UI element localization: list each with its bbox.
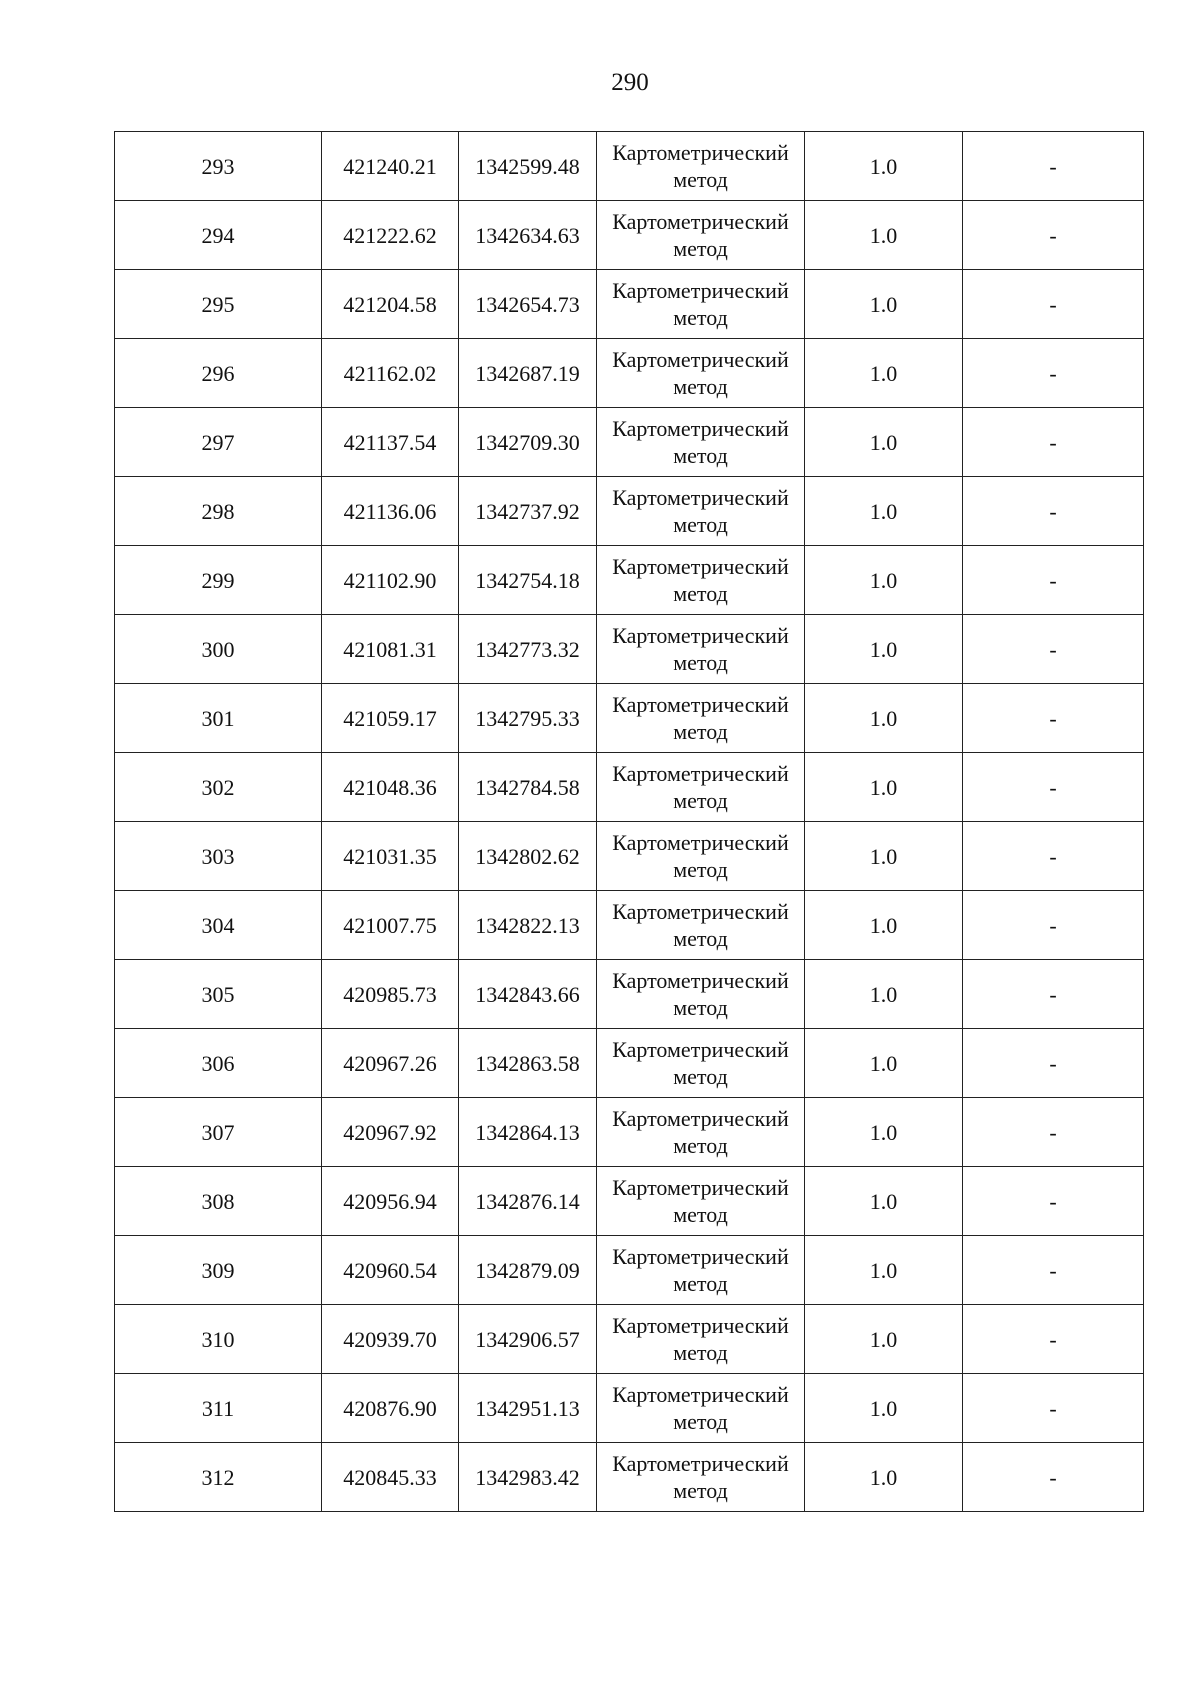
point-number-cell: 298 <box>115 477 322 546</box>
description-cell: - <box>963 822 1144 891</box>
description-cell: - <box>963 1236 1144 1305</box>
method-line-2: метод <box>673 719 728 744</box>
method-cell <box>597 684 805 753</box>
table-row <box>115 615 1144 684</box>
method-line-2: метод <box>673 1478 728 1503</box>
point-number-cell: 301 <box>115 684 322 753</box>
method-line-1: Картометрический <box>612 1382 789 1407</box>
method-cell <box>597 615 805 684</box>
table-row <box>115 1098 1144 1167</box>
table-row <box>115 408 1144 477</box>
method-cell <box>597 1029 805 1098</box>
accuracy-cell: 1.0 <box>805 1029 963 1098</box>
method-line-1: Картометрический <box>612 485 789 510</box>
method-cell <box>597 201 805 270</box>
method-line-2: метод <box>673 1133 728 1158</box>
point-number-cell: 296 <box>115 339 322 408</box>
point-number-cell: 312 <box>115 1443 322 1512</box>
x-coordinate-cell: 420939.70 <box>322 1305 459 1374</box>
description-cell: - <box>963 339 1144 408</box>
coordinates-table-body <box>115 132 1144 1512</box>
description-cell: - <box>963 201 1144 270</box>
method-line-1: Картометрический <box>612 968 789 993</box>
page-number: 290 <box>611 69 649 96</box>
y-coordinate-cell: 1342784.58 <box>459 753 597 822</box>
x-coordinate-cell: 420967.26 <box>322 1029 459 1098</box>
method-line-1: Картометрический <box>612 347 789 372</box>
accuracy-cell: 1.0 <box>805 270 963 339</box>
accuracy-cell: 1.0 <box>805 822 963 891</box>
point-number-cell: 294 <box>115 201 322 270</box>
accuracy-cell: 1.0 <box>805 546 963 615</box>
y-coordinate-cell: 1342863.58 <box>459 1029 597 1098</box>
method-cell <box>597 1236 805 1305</box>
method-line-2: метод <box>673 512 728 537</box>
y-coordinate-cell: 1342876.14 <box>459 1167 597 1236</box>
x-coordinate-cell: 420967.92 <box>322 1098 459 1167</box>
point-number-cell: 295 <box>115 270 322 339</box>
accuracy-cell: 1.0 <box>805 1305 963 1374</box>
y-coordinate-cell: 1342773.32 <box>459 615 597 684</box>
description-cell: - <box>963 1098 1144 1167</box>
method-cell <box>597 891 805 960</box>
point-number-cell: 309 <box>115 1236 322 1305</box>
method-line-2: метод <box>673 1271 728 1296</box>
accuracy-cell: 1.0 <box>805 684 963 753</box>
accuracy-cell: 1.0 <box>805 201 963 270</box>
method-cell <box>597 753 805 822</box>
table-row <box>115 132 1144 201</box>
method-cell <box>597 546 805 615</box>
table-row <box>115 753 1144 822</box>
method-cell <box>597 408 805 477</box>
y-coordinate-cell: 1342737.92 <box>459 477 597 546</box>
y-coordinate-cell: 1342906.57 <box>459 1305 597 1374</box>
method-line-2: метод <box>673 788 728 813</box>
accuracy-cell: 1.0 <box>805 408 963 477</box>
point-number-cell: 303 <box>115 822 322 891</box>
y-coordinate-cell: 1342795.33 <box>459 684 597 753</box>
y-coordinate-cell: 1342983.42 <box>459 1443 597 1512</box>
method-line-2: метод <box>673 167 728 192</box>
x-coordinate-cell: 420956.94 <box>322 1167 459 1236</box>
method-line-2: метод <box>673 857 728 882</box>
x-coordinate-cell: 421240.21 <box>322 132 459 201</box>
accuracy-cell: 1.0 <box>805 1374 963 1443</box>
method-line-2: метод <box>673 1340 728 1365</box>
table-row <box>115 1374 1144 1443</box>
description-cell: - <box>963 1167 1144 1236</box>
table-row <box>115 891 1144 960</box>
table-row <box>115 960 1144 1029</box>
method-line-1: Картометрический <box>612 416 789 441</box>
description-cell: - <box>963 1443 1144 1512</box>
accuracy-cell: 1.0 <box>805 1098 963 1167</box>
x-coordinate-cell: 420960.54 <box>322 1236 459 1305</box>
table-row <box>115 684 1144 753</box>
method-line-1: Картометрический <box>612 692 789 717</box>
table-row <box>115 1236 1144 1305</box>
table-row <box>115 1443 1144 1512</box>
accuracy-cell: 1.0 <box>805 753 963 822</box>
method-line-2: метод <box>673 443 728 468</box>
method-cell <box>597 339 805 408</box>
table-row <box>115 822 1144 891</box>
x-coordinate-cell: 421102.90 <box>322 546 459 615</box>
method-line-1: Картометрический <box>612 1244 789 1269</box>
y-coordinate-cell: 1342802.62 <box>459 822 597 891</box>
x-coordinate-cell: 421048.36 <box>322 753 459 822</box>
description-cell: - <box>963 615 1144 684</box>
method-line-2: метод <box>673 236 728 261</box>
point-number-cell: 304 <box>115 891 322 960</box>
method-line-2: метод <box>673 581 728 606</box>
accuracy-cell: 1.0 <box>805 615 963 684</box>
method-line-2: метод <box>673 995 728 1020</box>
x-coordinate-cell: 421162.02 <box>322 339 459 408</box>
point-number-cell: 297 <box>115 408 322 477</box>
point-number-cell: 306 <box>115 1029 322 1098</box>
method-line-1: Картометрический <box>612 899 789 924</box>
y-coordinate-cell: 1342709.30 <box>459 408 597 477</box>
table-row <box>115 270 1144 339</box>
accuracy-cell: 1.0 <box>805 1167 963 1236</box>
description-cell: - <box>963 684 1144 753</box>
method-cell <box>597 477 805 546</box>
method-cell <box>597 1305 805 1374</box>
point-number-cell: 308 <box>115 1167 322 1236</box>
accuracy-cell: 1.0 <box>805 1236 963 1305</box>
point-number-cell: 293 <box>115 132 322 201</box>
method-line-1: Картометрический <box>612 209 789 234</box>
x-coordinate-cell: 421204.58 <box>322 270 459 339</box>
accuracy-cell: 1.0 <box>805 339 963 408</box>
y-coordinate-cell: 1342864.13 <box>459 1098 597 1167</box>
table-row <box>115 201 1144 270</box>
table-row <box>115 339 1144 408</box>
x-coordinate-cell: 420876.90 <box>322 1374 459 1443</box>
description-cell: - <box>963 132 1144 201</box>
point-number-cell: 299 <box>115 546 322 615</box>
method-line-1: Картометрический <box>612 830 789 855</box>
method-cell <box>597 822 805 891</box>
method-cell <box>597 1443 805 1512</box>
method-cell <box>597 270 805 339</box>
point-number-cell: 302 <box>115 753 322 822</box>
method-line-1: Картометрический <box>612 278 789 303</box>
x-coordinate-cell: 421081.31 <box>322 615 459 684</box>
method-cell <box>597 1167 805 1236</box>
point-number-cell: 311 <box>115 1374 322 1443</box>
description-cell: - <box>963 477 1144 546</box>
method-line-2: метод <box>673 926 728 951</box>
table-row <box>115 1305 1144 1374</box>
method-line-1: Картометрический <box>612 1175 789 1200</box>
y-coordinate-cell: 1342822.13 <box>459 891 597 960</box>
accuracy-cell: 1.0 <box>805 132 963 201</box>
description-cell: - <box>963 408 1144 477</box>
method-line-1: Картометрический <box>612 1451 789 1476</box>
x-coordinate-cell: 421007.75 <box>322 891 459 960</box>
method-line-1: Картометрический <box>612 1106 789 1131</box>
x-coordinate-cell: 421031.35 <box>322 822 459 891</box>
method-line-1: Картометрический <box>612 554 789 579</box>
method-cell <box>597 1374 805 1443</box>
method-line-2: метод <box>673 1409 728 1434</box>
coordinates-table <box>114 131 1144 1512</box>
y-coordinate-cell: 1342951.13 <box>459 1374 597 1443</box>
description-cell: - <box>963 270 1144 339</box>
point-number-cell: 307 <box>115 1098 322 1167</box>
method-cell <box>597 1098 805 1167</box>
table-row <box>115 477 1144 546</box>
description-cell: - <box>963 753 1144 822</box>
table-row <box>115 1167 1144 1236</box>
method-line-2: метод <box>673 1202 728 1227</box>
y-coordinate-cell: 1342843.66 <box>459 960 597 1029</box>
x-coordinate-cell: 421059.17 <box>322 684 459 753</box>
method-line-1: Картометрический <box>612 1313 789 1338</box>
method-line-1: Картометрический <box>612 761 789 786</box>
description-cell: - <box>963 891 1144 960</box>
method-line-2: метод <box>673 374 728 399</box>
y-coordinate-cell: 1342634.63 <box>459 201 597 270</box>
point-number-cell: 305 <box>115 960 322 1029</box>
method-line-2: метод <box>673 305 728 330</box>
description-cell: - <box>963 1029 1144 1098</box>
description-cell: - <box>963 546 1144 615</box>
table-row <box>115 546 1144 615</box>
x-coordinate-cell: 421137.54 <box>322 408 459 477</box>
x-coordinate-cell: 421222.62 <box>322 201 459 270</box>
accuracy-cell: 1.0 <box>805 477 963 546</box>
description-cell: - <box>963 960 1144 1029</box>
point-number-cell: 300 <box>115 615 322 684</box>
x-coordinate-cell: 420985.73 <box>322 960 459 1029</box>
description-cell: - <box>963 1374 1144 1443</box>
x-coordinate-cell: 421136.06 <box>322 477 459 546</box>
method-line-2: метод <box>673 1064 728 1089</box>
method-line-1: Картометрический <box>612 623 789 648</box>
x-coordinate-cell: 420845.33 <box>322 1443 459 1512</box>
accuracy-cell: 1.0 <box>805 960 963 1029</box>
y-coordinate-cell: 1342599.48 <box>459 132 597 201</box>
method-cell <box>597 960 805 1029</box>
method-line-2: метод <box>673 650 728 675</box>
y-coordinate-cell: 1342687.19 <box>459 339 597 408</box>
table-row <box>115 1029 1144 1098</box>
description-cell: - <box>963 1305 1144 1374</box>
method-line-1: Картометрический <box>612 1037 789 1062</box>
accuracy-cell: 1.0 <box>805 891 963 960</box>
method-line-1: Картометрический <box>612 140 789 165</box>
accuracy-cell: 1.0 <box>805 1443 963 1512</box>
point-number-cell: 310 <box>115 1305 322 1374</box>
y-coordinate-cell: 1342879.09 <box>459 1236 597 1305</box>
method-cell <box>597 132 805 201</box>
y-coordinate-cell: 1342754.18 <box>459 546 597 615</box>
y-coordinate-cell: 1342654.73 <box>459 270 597 339</box>
